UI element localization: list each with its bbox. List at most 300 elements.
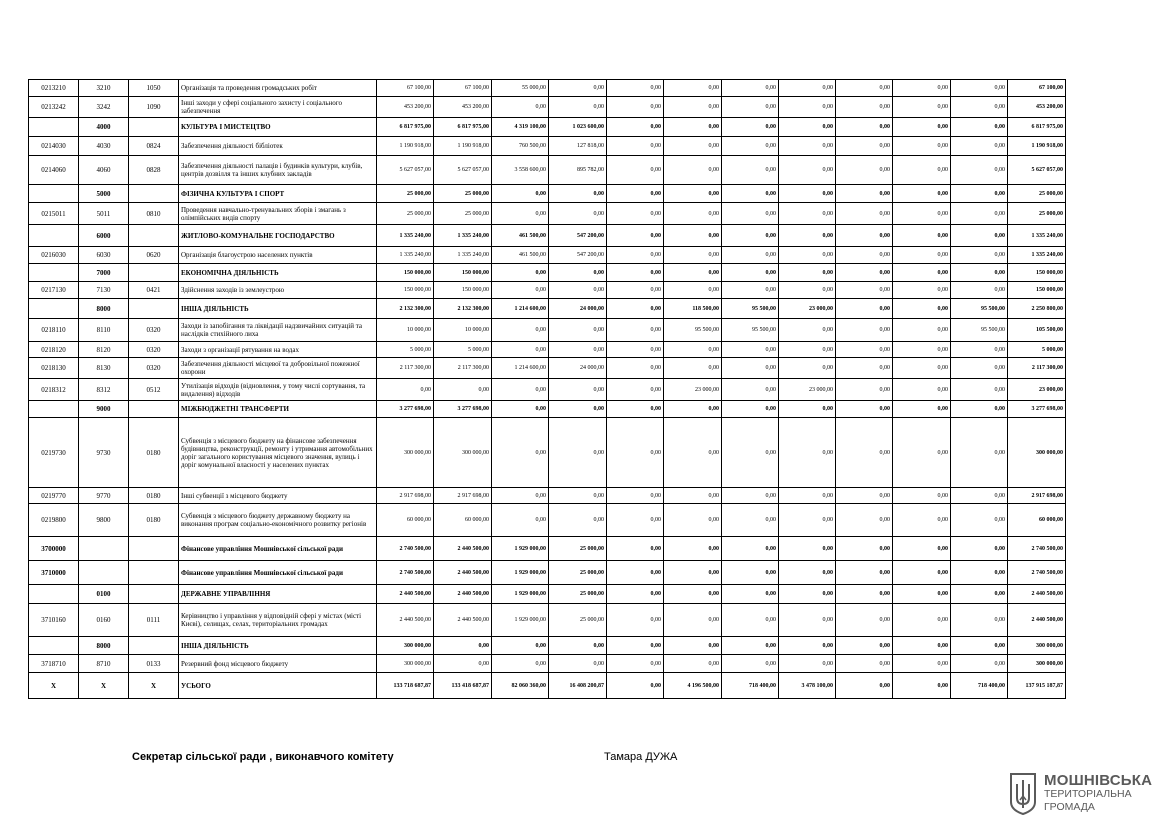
table-cell: 0620 (129, 247, 179, 264)
table-cell: 2 917 698,00 (377, 488, 434, 504)
table-cell: 10 000,00 (377, 319, 434, 342)
table-cell: 0,00 (664, 637, 722, 655)
table-cell: 0,00 (549, 185, 607, 203)
table-cell (129, 585, 179, 604)
table-cell: 0,00 (549, 504, 607, 537)
table-cell: 6030 (79, 247, 129, 264)
table-cell: 0,00 (492, 319, 549, 342)
table-cell: 0,00 (607, 673, 664, 699)
table-cell: 0,00 (951, 358, 1008, 379)
table-row (29, 418, 1066, 488)
table-cell: 25 000,00 (549, 604, 607, 637)
table-cell: 0,00 (893, 655, 951, 673)
table-cell: 547 200,00 (549, 225, 607, 247)
table-cell: 0,00 (951, 80, 1008, 97)
table-cell: 0,00 (836, 561, 893, 585)
table-cell: Забезпечення діяльності палаців i будинків культури, клубів, центрів дозвілля та iнших клубних закладів (179, 156, 377, 185)
table-cell: 0,00 (951, 504, 1008, 537)
table-cell: 0,00 (893, 299, 951, 319)
table-cell: 0,00 (951, 118, 1008, 137)
table-cell: 0,00 (607, 604, 664, 637)
table-cell: 6 817 975,00 (434, 118, 492, 137)
table-row (29, 358, 1066, 379)
table-cell: 0133 (129, 655, 179, 673)
table-cell: 0,00 (434, 655, 492, 673)
table-cell: 0218312 (29, 379, 79, 401)
table-cell: 150 000,00 (1008, 264, 1066, 282)
table-cell (29, 185, 79, 203)
table-cell: Організація благоустрою населених пунктів (179, 247, 377, 264)
table-cell: 95 500,00 (722, 319, 779, 342)
table-cell: 0,00 (607, 637, 664, 655)
table-row (29, 80, 1066, 97)
table-cell: 0,00 (893, 418, 951, 488)
logo-line2: ТЕРИТОРІАЛЬНА (1044, 788, 1132, 800)
table-cell: 0218130 (29, 358, 79, 379)
table-cell: 6 817 975,00 (377, 118, 434, 137)
table-cell: 0,00 (664, 97, 722, 118)
table-cell: 5000 (79, 185, 129, 203)
table-cell: 0,00 (664, 418, 722, 488)
table-cell: 0,00 (836, 156, 893, 185)
table-cell: 0,00 (549, 80, 607, 97)
table-cell: 8000 (79, 299, 129, 319)
table-cell: 0,00 (951, 282, 1008, 299)
table-cell: 0,00 (722, 358, 779, 379)
table-cell: 0,00 (607, 299, 664, 319)
table-cell: 0219770 (29, 488, 79, 504)
table-cell: 0,00 (836, 137, 893, 156)
table-cell: 0,00 (836, 379, 893, 401)
table-cell: 0320 (129, 358, 179, 379)
table-cell (29, 118, 79, 137)
table-cell: 4030 (79, 137, 129, 156)
table-cell: 0,00 (549, 637, 607, 655)
table-row (29, 537, 1066, 561)
table-cell: Фінансове управління Мошнівської сільської ради (179, 537, 377, 561)
table-cell: 0,00 (893, 561, 951, 585)
table-cell: 300 000,00 (1008, 637, 1066, 655)
table-row (29, 585, 1066, 604)
table-cell: 2 740 500,00 (1008, 561, 1066, 585)
table-cell: 0,00 (664, 604, 722, 637)
table-row (29, 156, 1066, 185)
table-cell: 2 740 500,00 (1008, 537, 1066, 561)
table-cell: 0,00 (549, 342, 607, 358)
table-cell: 3 478 100,00 (779, 673, 836, 699)
table-cell: 0,00 (951, 585, 1008, 604)
table-cell: 0,00 (492, 203, 549, 225)
table-cell: 0,00 (607, 358, 664, 379)
table-cell: 0,00 (722, 585, 779, 604)
table-cell: 0,00 (779, 118, 836, 137)
table-cell (29, 637, 79, 655)
table-cell (29, 585, 79, 604)
table-cell: 8312 (79, 379, 129, 401)
table-cell: 0,00 (664, 401, 722, 418)
table-cell (129, 561, 179, 585)
table-cell: 0,00 (607, 488, 664, 504)
table-cell: 0,00 (836, 282, 893, 299)
table-cell: 0,00 (836, 418, 893, 488)
table-cell: Інші заходи у сфері соціального захисту і соціального забезпечення (179, 97, 377, 118)
table-cell: 1 190 918,00 (377, 137, 434, 156)
table-cell: 0,00 (607, 561, 664, 585)
table-row (29, 185, 1066, 203)
table-cell: 25 000,00 (549, 585, 607, 604)
table-cell: 3718710 (29, 655, 79, 673)
table-cell: 0,00 (893, 203, 951, 225)
table-cell: 0,00 (722, 418, 779, 488)
table-cell: 0,00 (722, 203, 779, 225)
table-cell: 0828 (129, 156, 179, 185)
table-cell: 0,00 (492, 97, 549, 118)
table-cell: 0218110 (29, 319, 79, 342)
table-row (29, 673, 1066, 699)
table-cell: 0,00 (664, 137, 722, 156)
table-cell: 133 718 687,87 (377, 673, 434, 699)
table-cell: 0,00 (893, 264, 951, 282)
table-cell: 0,00 (893, 156, 951, 185)
table-cell: 0,00 (722, 264, 779, 282)
table-cell: 0,00 (836, 118, 893, 137)
table-cell: Фінансове управління Мошнівської сільської ради (179, 561, 377, 585)
table-cell: 0,00 (722, 225, 779, 247)
logo-line3: ГРОМАДА (1044, 801, 1095, 813)
table-cell: 0,00 (836, 247, 893, 264)
table-cell: 0,00 (779, 80, 836, 97)
table-cell: 0,00 (722, 137, 779, 156)
table-cell: 0,00 (607, 342, 664, 358)
table-cell: 82 060 360,00 (492, 673, 549, 699)
table-cell: 0,00 (722, 537, 779, 561)
table-row (29, 225, 1066, 247)
table-row (29, 604, 1066, 637)
table-cell: 0,00 (893, 80, 951, 97)
table-cell: 300 000,00 (377, 655, 434, 673)
table-cell: 3242 (79, 97, 129, 118)
table-cell: 0160 (79, 604, 129, 637)
table-cell (129, 185, 179, 203)
table-cell: 0,00 (722, 156, 779, 185)
table-cell: 8110 (79, 319, 129, 342)
table-cell: 0,00 (779, 156, 836, 185)
table-cell: 3 277 698,00 (434, 401, 492, 418)
table-cell: 0,00 (951, 156, 1008, 185)
table-cell: 8000 (79, 637, 129, 655)
table-cell: 300 000,00 (1008, 655, 1066, 673)
table-cell: 0,00 (779, 604, 836, 637)
table-cell: 0,00 (779, 401, 836, 418)
table-cell: 0,00 (607, 537, 664, 561)
table-cell: 5 627 057,00 (377, 156, 434, 185)
table-cell: 0,00 (893, 319, 951, 342)
table-cell: 0,00 (549, 282, 607, 299)
table-cell: 0,00 (492, 418, 549, 488)
table-cell: 1 214 600,00 (492, 299, 549, 319)
table-cell: 0,00 (664, 282, 722, 299)
table-cell: 0,00 (836, 80, 893, 97)
table-cell: 0,00 (836, 203, 893, 225)
table-cell: 0,00 (607, 156, 664, 185)
table-cell: 547 200,00 (549, 247, 607, 264)
table-cell: 0,00 (722, 504, 779, 537)
table-cell: 25 000,00 (1008, 203, 1066, 225)
table-cell: 9770 (79, 488, 129, 504)
table-cell (129, 225, 179, 247)
table-cell: 0,00 (549, 418, 607, 488)
table-cell: 0,00 (893, 488, 951, 504)
table-cell: 0,00 (377, 379, 434, 401)
table-cell: 2 440 500,00 (434, 585, 492, 604)
table-cell: 0,00 (951, 401, 1008, 418)
table-cell: 0,00 (607, 319, 664, 342)
table-cell: 300 000,00 (434, 418, 492, 488)
table-cell: 0214030 (29, 137, 79, 156)
budget-table (28, 79, 1066, 699)
table-cell: 0320 (129, 342, 179, 358)
table-cell: 461 500,00 (492, 225, 549, 247)
table-cell: 3 277 698,00 (377, 401, 434, 418)
table-cell: 2 440 500,00 (434, 561, 492, 585)
table-cell: X (79, 673, 129, 699)
table-cell: 0215011 (29, 203, 79, 225)
table-cell: 1 335 240,00 (434, 247, 492, 264)
table-cell: 0,00 (492, 379, 549, 401)
table-cell: Керівництво і управління у відповідній сфері у містах (місті Києві), селищах, селах, територіальних громадах (179, 604, 377, 637)
table-cell: 0,00 (492, 282, 549, 299)
table-cell: 0,00 (779, 319, 836, 342)
table-cell: 3210 (79, 80, 129, 97)
table-cell: 5 000,00 (434, 342, 492, 358)
table-cell: 25 000,00 (377, 185, 434, 203)
table-row (29, 97, 1066, 118)
table-cell: 0,00 (836, 319, 893, 342)
table-cell: 895 782,00 (549, 156, 607, 185)
table-cell: 150 000,00 (377, 282, 434, 299)
table-cell: 0,00 (836, 585, 893, 604)
table-cell: 2 440 500,00 (1008, 604, 1066, 637)
table-row (29, 319, 1066, 342)
table-cell: 2 440 500,00 (1008, 585, 1066, 604)
table-cell (129, 637, 179, 655)
table-cell: 1 335 240,00 (1008, 225, 1066, 247)
table-cell: 0,00 (492, 655, 549, 673)
table-cell: 0,00 (779, 203, 836, 225)
table-cell: 0,00 (664, 80, 722, 97)
table-cell: 0,00 (722, 80, 779, 97)
table-cell: 1 190 918,00 (434, 137, 492, 156)
table-cell: 150 000,00 (1008, 282, 1066, 299)
table-cell: 1 190 918,00 (1008, 137, 1066, 156)
table-cell: 95 500,00 (951, 319, 1008, 342)
table-cell: 0,00 (492, 401, 549, 418)
table-cell: 5 000,00 (1008, 342, 1066, 358)
table-cell: 23 000,00 (1008, 379, 1066, 401)
table-cell: 0,00 (951, 342, 1008, 358)
table-cell: 0,00 (607, 401, 664, 418)
table-cell (129, 401, 179, 418)
table-cell: 2 440 500,00 (377, 585, 434, 604)
table-cell: 453 200,00 (1008, 97, 1066, 118)
table-cell: 0,00 (951, 97, 1008, 118)
table-cell: 60 000,00 (434, 504, 492, 537)
table-cell: 25 000,00 (434, 185, 492, 203)
table-cell: 0,00 (664, 504, 722, 537)
table-cell: 67 100,00 (377, 80, 434, 97)
table-cell: 0,00 (836, 264, 893, 282)
table-cell: 0,00 (607, 504, 664, 537)
table-cell: 0,00 (779, 561, 836, 585)
table-cell: 0,00 (779, 585, 836, 604)
table-cell: 1 023 600,00 (549, 118, 607, 137)
table-cell: 0,00 (722, 637, 779, 655)
table-cell: 7130 (79, 282, 129, 299)
table-cell: 0,00 (836, 358, 893, 379)
table-cell: 0,00 (492, 185, 549, 203)
table-cell: ДЕРЖАВНЕ УПРАВЛІННЯ (179, 585, 377, 604)
table-cell: 0,00 (951, 655, 1008, 673)
table-cell (29, 225, 79, 247)
table-cell: 300 000,00 (377, 637, 434, 655)
table-cell: 0,00 (607, 80, 664, 97)
table-cell: 0,00 (836, 342, 893, 358)
table-cell: 0,00 (664, 537, 722, 561)
table-cell: 2 132 300,00 (377, 299, 434, 319)
table-cell: 0,00 (779, 537, 836, 561)
table-cell: 0,00 (722, 342, 779, 358)
table-cell: 1 335 240,00 (1008, 247, 1066, 264)
table-cell: 25 000,00 (549, 561, 607, 585)
table-cell: 8710 (79, 655, 129, 673)
table-cell: 0217130 (29, 282, 79, 299)
table-cell: 0,00 (607, 185, 664, 203)
table-cell: 0213210 (29, 80, 79, 97)
table-cell: 718 400,00 (722, 673, 779, 699)
table-cell: 6 817 975,00 (1008, 118, 1066, 137)
table-cell: 0,00 (664, 488, 722, 504)
table-cell: 6000 (79, 225, 129, 247)
table-cell: 0,00 (893, 585, 951, 604)
table-cell: 0,00 (951, 264, 1008, 282)
signature-name: Тамара ДУЖА (604, 751, 678, 763)
table-cell: X (129, 673, 179, 699)
table-cell: 0,00 (664, 247, 722, 264)
table-cell: 0512 (129, 379, 179, 401)
table-cell: 2 917 698,00 (1008, 488, 1066, 504)
table-cell (129, 264, 179, 282)
table-row (29, 401, 1066, 418)
table-cell: 0,00 (664, 264, 722, 282)
table-cell: 0,00 (836, 504, 893, 537)
table-cell: Резервний фонд місцевого бюджету (179, 655, 377, 673)
table-cell: Субвенція з місцевого бюджету державному бюджету на виконання програм соціально-економічного розвитку регіонів (179, 504, 377, 537)
table-cell: 0,00 (664, 561, 722, 585)
table-cell: 0,00 (951, 379, 1008, 401)
table-cell: 0,00 (893, 342, 951, 358)
table-cell: 0,00 (951, 247, 1008, 264)
table-cell: 0,00 (664, 118, 722, 137)
table-cell: 0,00 (664, 342, 722, 358)
table-cell: 0,00 (779, 488, 836, 504)
table-cell: 25 000,00 (377, 203, 434, 225)
table-cell: 0180 (129, 488, 179, 504)
table-cell: УСЬОГО (179, 673, 377, 699)
table-cell: Заходи із запобігання та ліквідації надзвичайних ситуацій та наслідків стихійного лиха (179, 319, 377, 342)
table-cell: 105 500,00 (1008, 319, 1066, 342)
table-row (29, 282, 1066, 299)
table-cell: 5 627 057,00 (1008, 156, 1066, 185)
table-cell: 0111 (129, 604, 179, 637)
table-cell: Проведення навчально-тренувальних зборів і змагань з олімпійських видів спорту (179, 203, 377, 225)
table-cell: 3700000 (29, 537, 79, 561)
table-cell: ФІЗИЧНА КУЛЬТУРА І СПОРТ (179, 185, 377, 203)
table-cell: 0,00 (722, 604, 779, 637)
table-cell: 0,00 (893, 537, 951, 561)
table-cell: 2 117 300,00 (1008, 358, 1066, 379)
table-row (29, 637, 1066, 655)
table-row (29, 488, 1066, 504)
table-cell: 0213242 (29, 97, 79, 118)
table-cell: 150 000,00 (377, 264, 434, 282)
table-cell: 0,00 (951, 488, 1008, 504)
table-cell: 0180 (129, 418, 179, 488)
table-cell: 0,00 (951, 604, 1008, 637)
table-cell: 0,00 (664, 585, 722, 604)
table-cell: 1 929 000,00 (492, 537, 549, 561)
table-cell: 0,00 (836, 604, 893, 637)
table-cell: 3710160 (29, 604, 79, 637)
table-cell: 0,00 (722, 561, 779, 585)
table-cell: 1 929 000,00 (492, 561, 549, 585)
table-cell (29, 401, 79, 418)
table-cell: 7000 (79, 264, 129, 282)
table-cell: 0,00 (607, 247, 664, 264)
table-cell: 2 440 500,00 (434, 604, 492, 637)
table-cell: 3 558 600,00 (492, 156, 549, 185)
table-cell: 8120 (79, 342, 129, 358)
table-cell: КУЛЬТУРА І МИСТЕЦТВО (179, 118, 377, 137)
table-cell: 0,00 (779, 358, 836, 379)
table-cell: 0,00 (607, 203, 664, 225)
table-row (29, 655, 1066, 673)
table-cell: 0,00 (893, 137, 951, 156)
table-cell: 1 335 240,00 (434, 225, 492, 247)
table-cell (79, 537, 129, 561)
table-cell: 0,00 (607, 225, 664, 247)
table-cell (129, 537, 179, 561)
table-cell: 60 000,00 (1008, 504, 1066, 537)
table-cell: 0,00 (779, 282, 836, 299)
table-row (29, 561, 1066, 585)
table-cell: 0,00 (607, 655, 664, 673)
table-cell: 0,00 (836, 637, 893, 655)
table-cell: 453 200,00 (377, 97, 434, 118)
table-cell: 0,00 (779, 342, 836, 358)
table-cell: 1050 (129, 80, 179, 97)
table-cell: 0,00 (836, 655, 893, 673)
table-cell: 0,00 (779, 185, 836, 203)
table-cell: 5 000,00 (377, 342, 434, 358)
table-cell: 0,00 (779, 247, 836, 264)
table-cell: 0,00 (836, 299, 893, 319)
table-cell: 55 000,00 (492, 80, 549, 97)
table-cell: 1 929 000,00 (492, 604, 549, 637)
table-row (29, 299, 1066, 319)
table-cell: 0,00 (607, 418, 664, 488)
table-cell: 300 000,00 (1008, 418, 1066, 488)
table-cell: 3710000 (29, 561, 79, 585)
